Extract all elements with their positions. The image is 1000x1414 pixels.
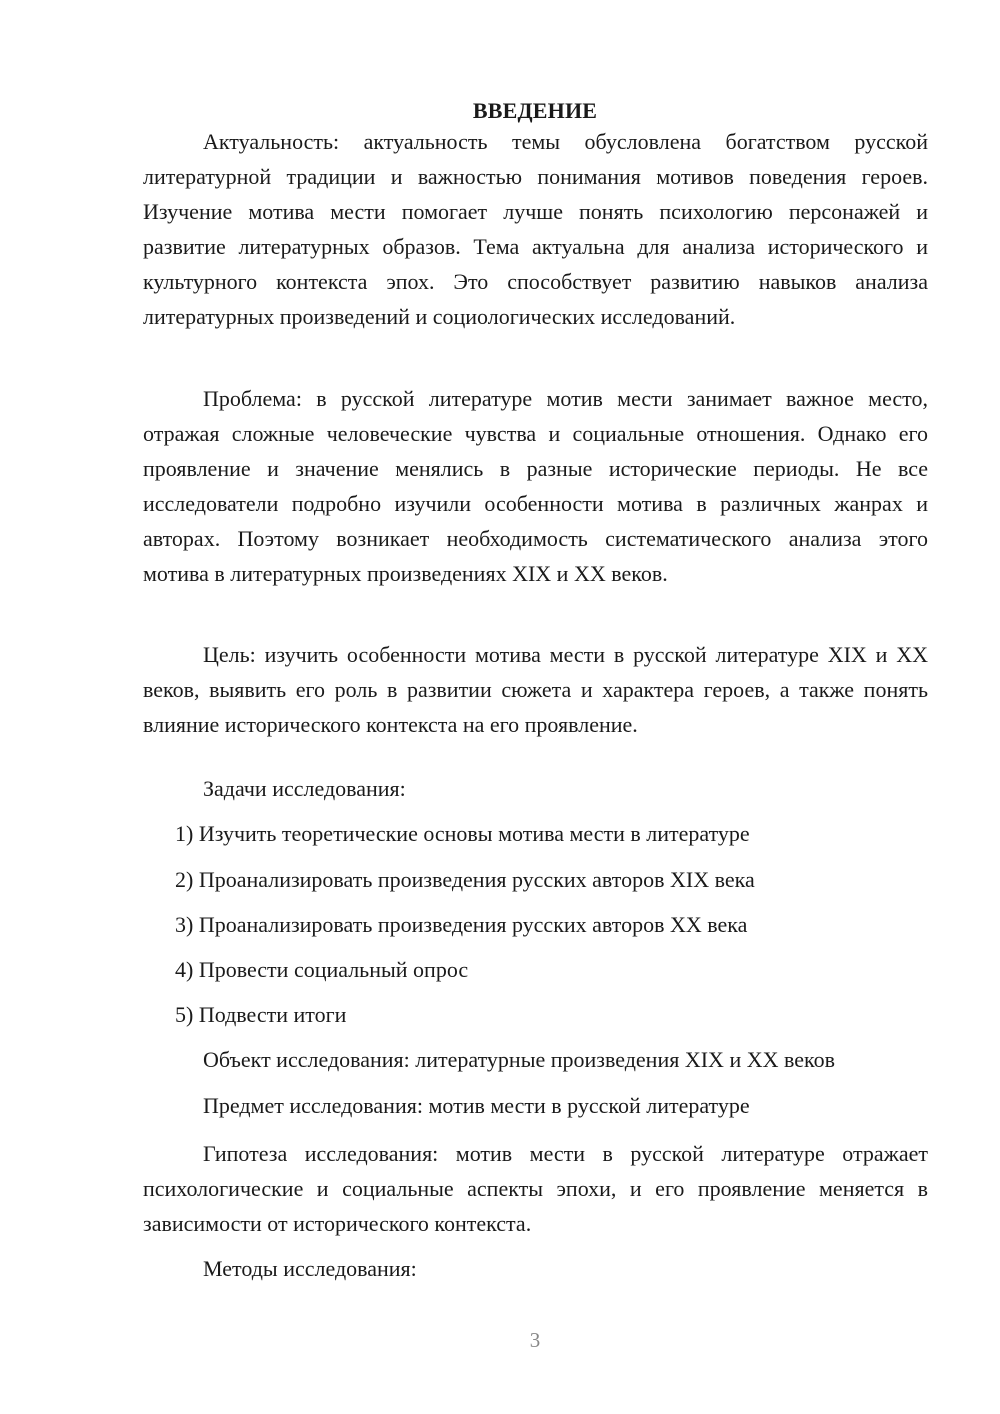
list-item: 5) Подвести итоги	[175, 1002, 347, 1027]
subject-line: Предмет исследования: мотив мести в русской литературе	[203, 1093, 750, 1118]
list-item: 1) Изучить теоретические основы мотива мести в литературе	[175, 821, 750, 846]
list-item: 4) Провести социальный опрос	[175, 957, 469, 982]
list-item: 3) Проанализировать произведения русских авторов XX века	[175, 912, 748, 937]
object-line: Объект исследования: литературные произведения XIX и XX веков	[203, 1047, 835, 1072]
page-title: ВВЕДЕНИЕ	[472, 98, 598, 123]
methods-line: Методы исследования:	[203, 1256, 417, 1281]
list-item: 2) Проанализировать произведения русских авторов XIX века	[175, 867, 755, 892]
relevance-paragraph: Актуальность: актуальность темы обусловлена богатством русской литературной традиции и важностью понимания мотивов поведения героев. Изучение мотива мести помогает лучше понять психологию персонажей и развитие литературных образов. Тема актуальна для анализа исторического и культурного контекста эпох. Это способствует развитию навыков анализа литературных произведений и социологических исследований.	[143, 129, 928, 329]
tasks-intro: Задачи исследования:	[203, 776, 406, 801]
goal-paragraph: Цель: изучить особенности мотива мести в русской литературе XIX и XX веков, выявить его роль в развитии сюжета и характера героев, а также понять влияние исторического контекста на его проявление.	[143, 642, 928, 737]
hypothesis-paragraph: Гипотеза исследования: мотив мести в русской литературе отражает психологические и социальные аспекты эпохи, и его проявление меняется в зависимости от исторического контекста.	[143, 1141, 928, 1236]
problem-paragraph: Проблема: в русской литературе мотив мести занимает важное место, отражая сложные человеческие чувства и социальные отношения. Однако его проявление и значение менялись в разные исторические периоды. Не все исследователи подробно изучили особенности мотива в различных жанрах и авторах. Поэтому возникает необходимость систематического анализа этого мотива в литературных произведениях XIX и XX веков.	[143, 386, 928, 586]
page-number: 3	[529, 1328, 541, 1352]
